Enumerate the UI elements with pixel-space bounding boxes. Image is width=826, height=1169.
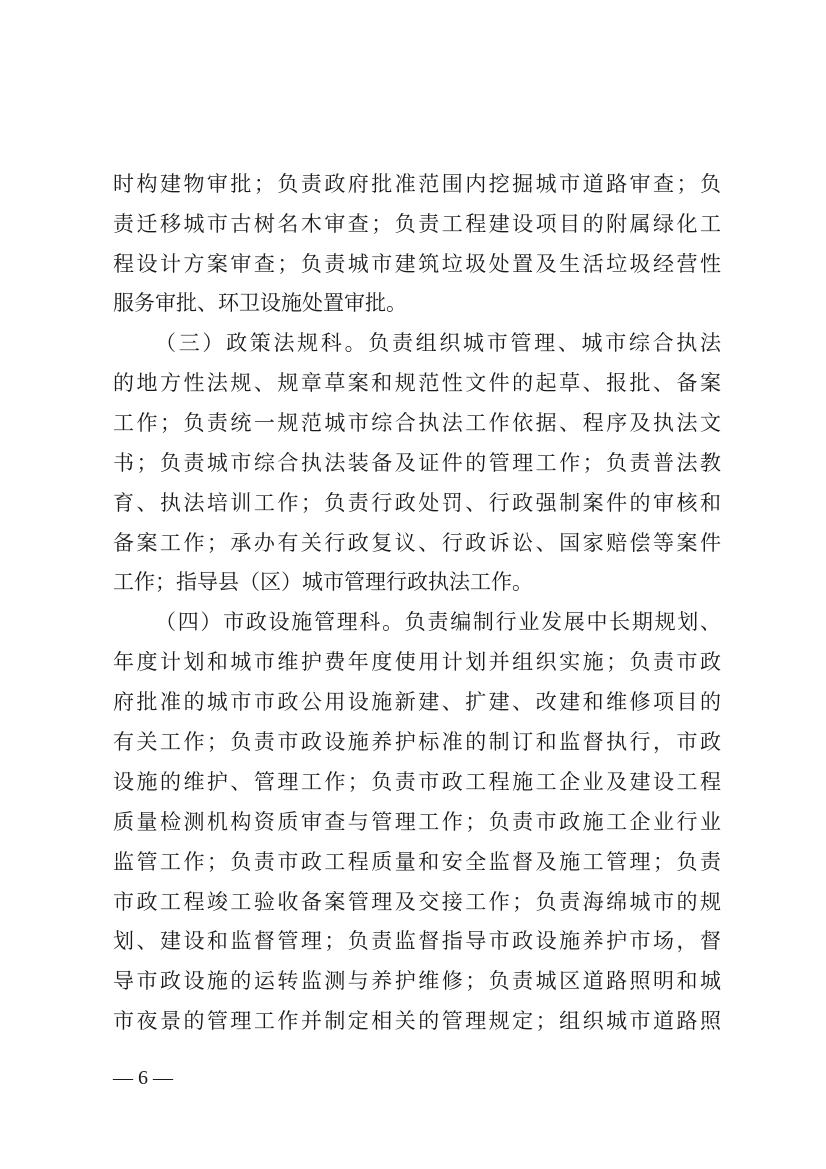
paragraph-line: 工作；指导县（区）城市管理行政执法工作。 — [113, 570, 533, 594]
paragraph-line: 工作；负责统一规范城市综合执法工作依据、程序及执法文 — [113, 411, 721, 435]
paragraph-line: 育、执法培训工作；负责行政处罚、行政强制案件的审核和 — [113, 491, 721, 515]
paragraph-line: 导市政设施的运转监测与养护维修；负责城区道路照明和城 — [113, 969, 721, 993]
paragraph-line: 程设计方案审查；负责城市建筑垃圾处置及生活垃圾经营性 — [113, 252, 721, 276]
paragraph-line: 市政工程竣工验收备案管理及交接工作；负责海绵城市的规 — [113, 890, 721, 914]
paragraph-line: 时构建物审批；负责政府批准范围内挖掘城市道路审查；负 — [113, 172, 721, 196]
paragraph-line: 有关工作；负责市政设施养护标准的制订和监督执行，市政 — [113, 730, 721, 754]
paragraph-line: 质量检测机构资质审查与管理工作；负责市政施工企业行业 — [113, 810, 721, 834]
paragraph-line: 服务审批、环卫设施处置审批。 — [113, 291, 407, 315]
paragraph-line: 的地方性法规、规章草案和规范性文件的起草、报批、备案 — [113, 371, 721, 395]
paragraph-line: 划、建设和监督管理；负责监督指导市政设施养护市场，督 — [113, 929, 721, 953]
paragraph-line: 设施的维护、管理工作；负责市政工程施工企业及建设工程 — [113, 770, 721, 794]
paragraph-line: 年度计划和城市维护费年度使用计划并组织实施；负责市政 — [113, 650, 721, 674]
paragraph-line: 备案工作；承办有关行政复议、行政诉讼、国家赔偿等案件 — [113, 531, 721, 555]
paragraph-line: 市夜景的管理工作并制定相关的管理规定；组织城市道路照 — [113, 1009, 721, 1033]
paragraph-line: 责迁移城市古树名木审查；负责工程建设项目的附属绿化工 — [113, 212, 721, 236]
paragraph-line: 书；负责城市综合执法装备及证件的管理工作；负责普法教 — [113, 451, 721, 475]
section-heading-line: （四）市政设施管理科。负责编制行业发展中长期规划、 — [155, 610, 721, 634]
paragraph-line: 府批准的城市市政公用设施新建、扩建、改建和维修项目的 — [113, 690, 721, 714]
section-heading-line: （三）政策法规科。负责组织城市管理、城市综合执法 — [155, 331, 721, 355]
paragraph-line: 监管工作；负责市政工程质量和安全监督及施工管理；负责 — [113, 850, 721, 874]
page-number: — 6 — — [113, 1067, 173, 1089]
